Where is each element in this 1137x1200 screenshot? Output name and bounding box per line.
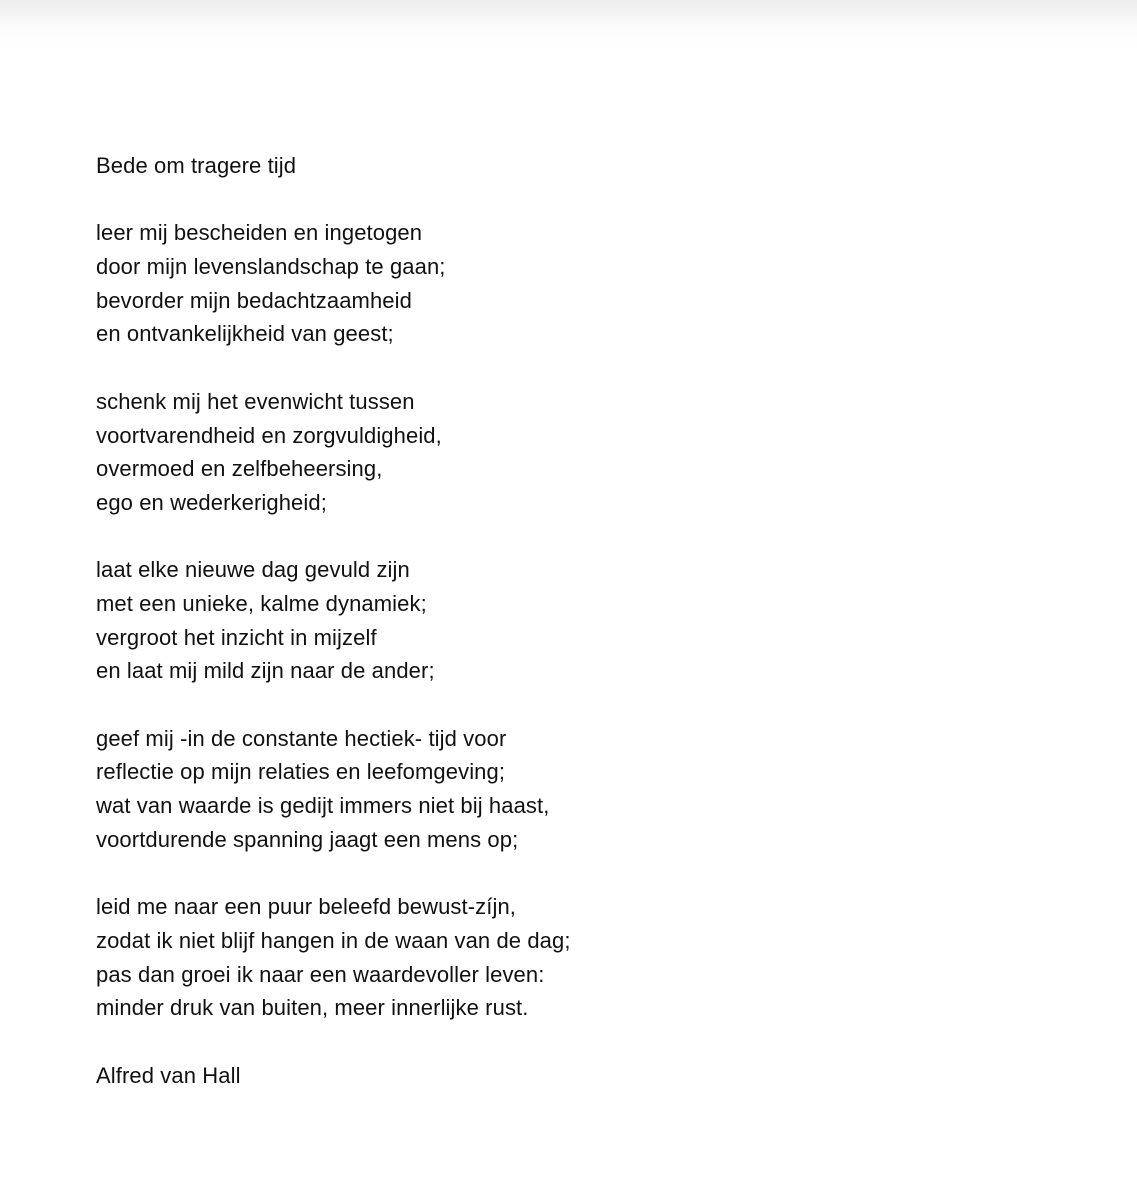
poem-line: overmoed en zelfbeheersing,	[96, 456, 383, 482]
poem-line: minder druk van buiten, meer innerlijke rust.	[96, 995, 529, 1021]
stanza-spacer	[96, 183, 1076, 217]
poem-line: door mijn levenslandschap te gaan;	[96, 254, 446, 280]
poem-author: Alfred van Hall	[96, 1062, 241, 1088]
poem-line: vergroot het inzicht in mijzelf	[96, 624, 377, 650]
poem-title: Bede om tragere tijd	[96, 153, 297, 178]
poem-line: voortdurende spanning jaagt een mens op;	[96, 826, 519, 852]
poem-line: geef mij -in de constante hectiek- tijd voor	[96, 725, 507, 751]
stanza-spacer	[96, 1025, 1076, 1059]
poem-line: en ontvankelijkheid van geest;	[96, 321, 394, 347]
stanza-5	[96, 890, 1076, 1025]
stanza-4	[96, 722, 1076, 857]
stanza-spacer	[96, 856, 1076, 890]
poem-line: zodat ik niet blijf hangen in de waan van de dag;	[96, 927, 571, 953]
poem-line: reflectie op mijn relaties en leefomgeving;	[96, 759, 506, 785]
top-edge-shadow	[0, 0, 1137, 46]
stanza-spacer	[96, 520, 1076, 554]
poem-line: leid me naar een puur beleefd bewust-zíjn,	[96, 894, 517, 920]
poem-line: voortvarendheid en zorgvuldigheid,	[96, 422, 442, 448]
stanza-spacer	[96, 351, 1076, 385]
poem-line: schenk mij het evenwicht tussen	[96, 388, 415, 414]
stanza-spacer	[96, 688, 1076, 722]
stanza-2	[96, 385, 1076, 520]
poem-line: leer mij bescheiden en ingetogen	[96, 220, 423, 246]
poem-line: laat elke nieuwe dag gevuld zijn	[96, 557, 410, 583]
poem-line: pas dan groei ik naar een waardevoller leven:	[96, 961, 545, 987]
poem-line: en laat mij mild zijn naar de ander;	[96, 658, 435, 684]
poem-line: wat van waarde is gedijt immers niet bij haast,	[96, 793, 550, 819]
poem-line: met een unieke, kalme dynamiek;	[96, 590, 427, 616]
poem-line: ego en wederkerigheid;	[96, 489, 327, 515]
stanza-1	[96, 216, 1076, 351]
stanza-3	[96, 553, 1076, 688]
poem-line: bevorder mijn bedachtzaamheid	[96, 287, 412, 313]
poem-document	[96, 149, 1076, 1092]
